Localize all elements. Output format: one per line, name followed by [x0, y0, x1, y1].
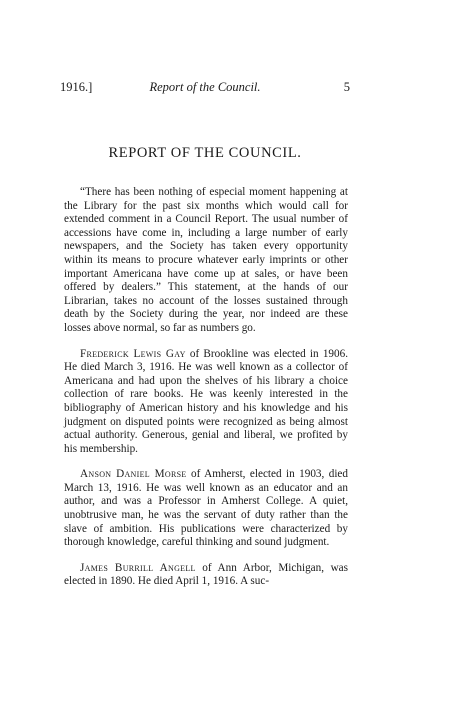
report-title: REPORT OF THE COUNCIL.: [108, 145, 302, 161]
header-year: 1916.]: [60, 80, 93, 94]
paragraph-angell: [64, 562, 348, 589]
paragraph-text: of Ann Arbor, Michigan, was elected in 1890. He died April 1, 1916. A suc-: [64, 561, 348, 588]
paragraph-gay: [64, 348, 348, 457]
member-name: Anson Daniel Morse: [80, 468, 187, 481]
paragraph-text: of Amherst, elected in 1903, died March 13, 1916. He was well known as an educator and an author, and was a Professor in Amherst College. A quiet, unobtrusive man, he was the servant of duty rather than the slave of ambition. His publications were characterized by thorough knowledge, careful thinking and sound judgment.: [64, 468, 348, 549]
page-number: 5: [343, 80, 350, 94]
body-text: [64, 186, 348, 589]
member-name: Frederick Lewis Gay: [80, 347, 186, 360]
running-header: [60, 80, 350, 98]
paragraph-text: “There has been nothing of especial moment happening at the Library for the past six months which would call for extended comment in a Council Report. The usual number of accessions have come in, including a large number of early newspapers, and the Society has taken every opportunity within its means to procure whatever early imprints or other important Americana have come up at sales, or have been offered by dealers.” This statement, at the hands of our Librarian, takes no account of the losses sustained through death by the Society during the year, nor indeed are these losses above normal, so far as numbers go.: [64, 186, 348, 334]
paragraph-morse: [64, 468, 348, 550]
member-name: James Burrill Angell: [80, 561, 196, 574]
paragraph-text: of Brookline was elected in 1906. He died March 3, 1916. He was well known as a collector of Americana and had upon the shelves of his library a choice collection of rare books. He was keenly interested in the bibliography of American history and his knowledge and his judgment on disputed points were recognized as being almost actual authority. Generous, genial and liberal, we profited by his membership.: [64, 347, 348, 455]
paragraph-librarian-statement: [64, 186, 348, 336]
header-title: Report of the Council.: [149, 80, 261, 94]
